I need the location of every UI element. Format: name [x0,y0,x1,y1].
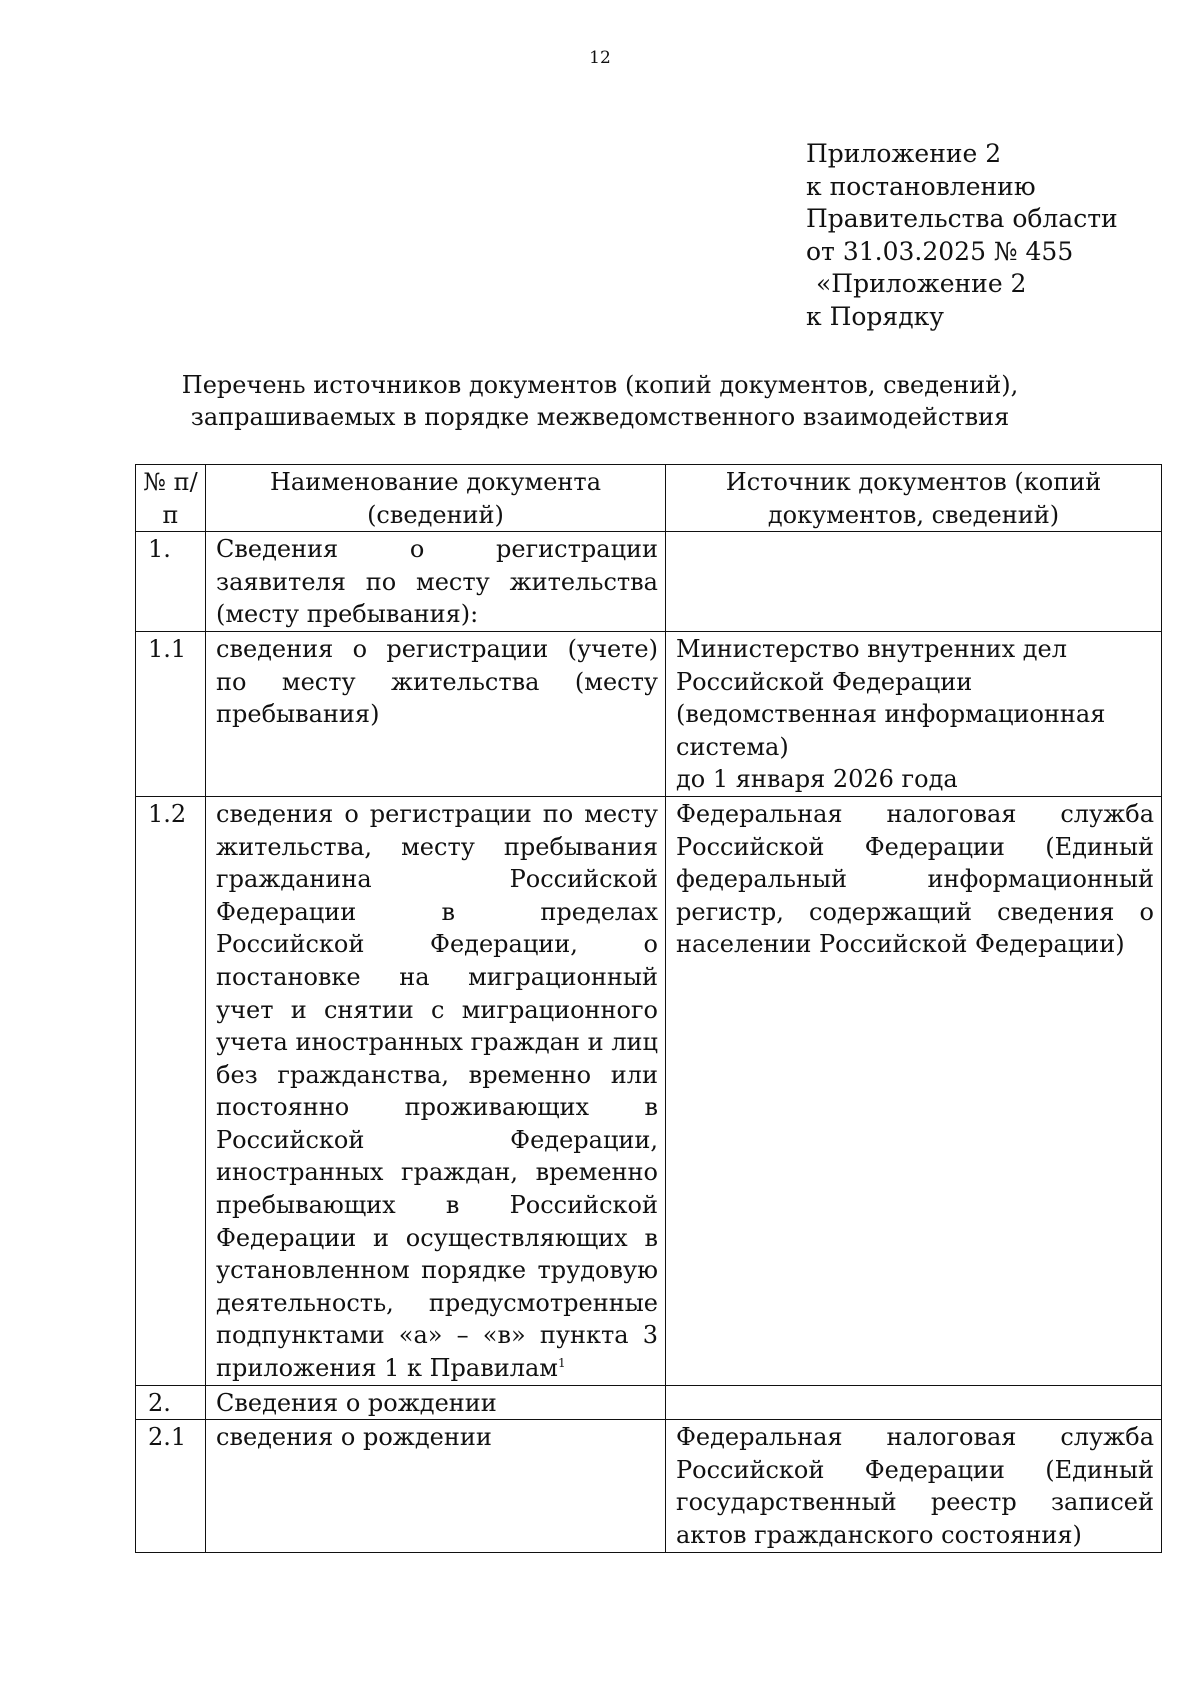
appendix-line: к постановлению [806,171,1036,201]
title-line: Перечень источников документов (копий документов, сведений), [181,371,1019,399]
row-num: 2.1 [136,1420,206,1552]
table-header-row [136,465,1162,532]
row-num: 2. [136,1385,206,1420]
row-source: Федеральная налоговая служба Российской Федерации (Единый федеральный информационный регистр, содержащий сведения о населении Российской Федерации) [666,796,1162,1385]
sources-table [135,464,1162,1553]
row-source [666,532,1162,632]
table-row [136,796,1162,1385]
header-name: Наименование документа (сведений) [206,465,666,532]
appendix-line: к Порядку [806,301,944,331]
row-source: Министерство внутренних дел Российской Федерации (ведомственная информационная система) [676,634,1106,761]
row-name: сведения о регистрации (учете) по месту жительства (месту пребывания) [206,631,666,796]
footnote-mark: 1 [557,1356,566,1371]
title-line: запрашиваемых в порядке межведомственного взаимодействия [190,403,1010,431]
table-row [136,1420,1162,1552]
row-num: 1. [136,532,206,632]
table-row [136,1385,1162,1420]
row-num: 1.2 [136,796,206,1385]
row-source-cell [666,631,1162,796]
document-title [0,369,1200,433]
row-name: Сведения о рождении [206,1385,666,1420]
row-source: Федеральная налоговая служба Российской Федерации (Единый государственный реестр записей актов гражданского состояния) [666,1420,1162,1552]
table-row [136,532,1162,632]
row-name-cell [206,796,666,1385]
row-name: Сведения о регистрации заявителя по месту жительства (месту пребывания): [206,532,666,632]
header-source: Источник документов (копий документов, сведений) [666,465,1162,532]
page-number: 12 [589,48,611,68]
row-name: сведения о рождении [206,1420,666,1552]
appendix-line: «Приложение 2 [816,269,1027,298]
row-source-extra: до 1 января 2026 года [676,765,958,794]
appendix-line: Приложение 2 [806,139,1002,168]
row-num: 1.1 [136,631,206,796]
appendix-line: от 31.03.2025 № 455 [806,236,1074,266]
appendix-line: Правительства области [806,204,1118,233]
appendix-header [806,138,1118,333]
row-name: сведения о регистрации по месту жительства, месту пребывания гражданина Российской Федерации в пределах Российской Федерации, о постановке на миграционный учет и снятии с миграционного учета иностранных граждан и лиц без гражданства, временно или постоянно проживающих в Российской Федерации, иностранных граждан, временно пребывающих в Российской Федерации и осуществляющих в установленном порядке трудовую деятельность, предусмотренные подпунктами «а» – «в» пункта 3 приложения 1 к Правилам [216,799,658,1383]
header-num: № п/п [136,465,206,532]
table-row [136,631,1162,796]
row-source [666,1385,1162,1420]
